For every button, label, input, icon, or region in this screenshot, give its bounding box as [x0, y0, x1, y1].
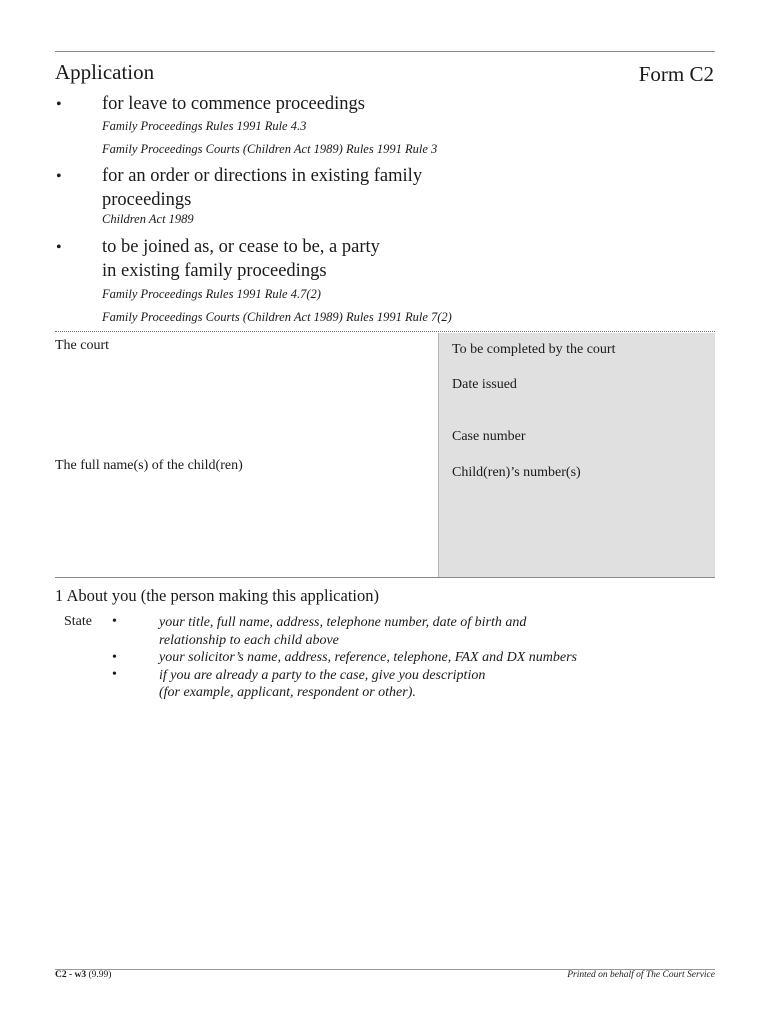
application-type-heading: to be joined as, or cease to be, a party — [102, 237, 380, 257]
rule-reference: Children Act 1989 — [102, 212, 194, 226]
application-type-heading: for an order or directions in existing family — [102, 166, 423, 186]
section-divider — [55, 577, 715, 578]
court-use-box — [438, 333, 715, 577]
rule-reference: Family Proceedings Courts (Children Act 1989) Rules 1991 Rule 3 — [102, 142, 438, 156]
bullet: • — [56, 168, 62, 185]
court-use-heading: To be completed by the court — [452, 342, 616, 357]
rule-reference: Family Proceedings Courts (Children Act 1989) Rules 1991 Rule 7(2) — [102, 310, 452, 324]
rule-reference: Family Proceedings Rules 1991 Rule 4.7(2) — [102, 287, 321, 301]
bullet: • — [56, 96, 62, 113]
instruction-item: relationship to each child above — [159, 632, 339, 648]
instruction-item: your solicitor’s name, address, reference, telephone, FAX and DX numbers — [159, 650, 577, 665]
section-divider — [55, 331, 715, 332]
application-type-heading: proceedings — [102, 190, 192, 210]
bullet: • — [56, 239, 62, 256]
form-date: (9.99) — [88, 970, 112, 980]
date-issued-label: Date issued — [452, 377, 517, 392]
children-numbers-label: Child(ren)’s number(s) — [452, 465, 581, 480]
top-rule — [55, 51, 715, 52]
form-code — [55, 970, 111, 980]
rule-reference: Family Proceedings Rules 1991 Rule 4.3 — [102, 119, 307, 133]
form-id: Form C2 — [638, 62, 714, 86]
page-title: Application — [55, 60, 155, 84]
column-divider — [438, 333, 439, 577]
children-names-label: The full name(s) of the child(ren) — [55, 458, 243, 473]
bullet: • — [112, 667, 117, 682]
instruction-item: if you are already a party to the case, give you description — [159, 667, 486, 683]
state-label: State — [64, 614, 92, 629]
section-heading: 1 About you (the person making this application) — [55, 586, 379, 605]
printed-by: Printed on behalf of The Court Service — [567, 970, 715, 980]
case-number-label: Case number — [452, 429, 526, 444]
application-type-heading: in existing family proceedings — [102, 261, 327, 281]
bullet: • — [112, 650, 117, 665]
court-label: The court — [55, 338, 110, 353]
form-code-text: C2 - w3 — [55, 970, 87, 980]
bullet: • — [112, 614, 117, 629]
application-type-heading: for leave to commence proceedings — [102, 94, 365, 114]
instruction-item: your title, full name, address, telephone number, date of birth and — [159, 615, 527, 630]
instruction-item: (for example, applicant, respondent or other). — [159, 685, 416, 700]
